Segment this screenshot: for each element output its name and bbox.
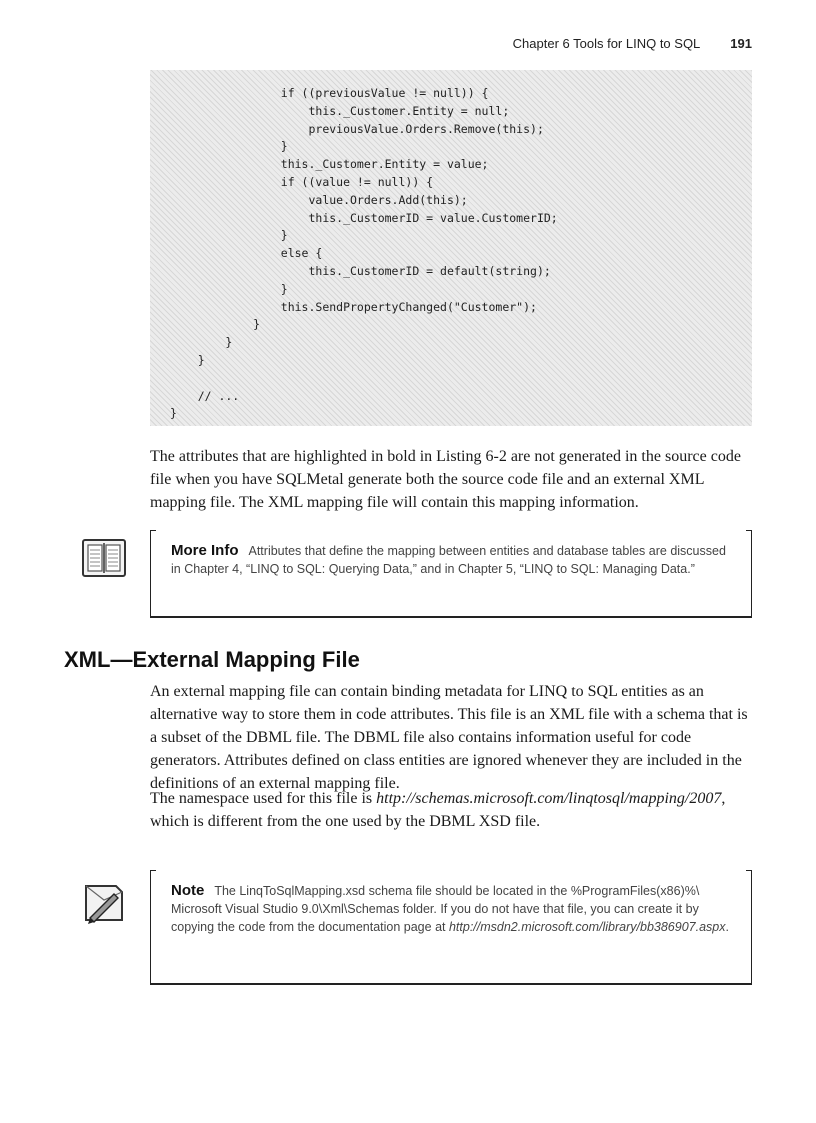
note-heading: Note: [171, 882, 205, 899]
running-head: [513, 36, 752, 51]
book-icon: [80, 535, 128, 581]
code-line: }: [170, 281, 288, 296]
paragraph-external-mapping: An external mapping file can contain binding metadata for LINQ to SQL entities as an alternative way to store them in code attributes. This file is an XML file with a schema that is a subset of the DBML file. The DBML file also contains information useful for code generators. Attributes defined on class entities are ignored whenever they are included in the definitions of an external mapping file.: [150, 683, 748, 792]
section-heading: XML—External Mapping File: [64, 647, 360, 672]
code-lines: [170, 85, 558, 423]
code-line: else {: [170, 246, 323, 261]
code-line: }: [170, 352, 205, 367]
namespace-text-before: The namespace used for this file is: [150, 790, 377, 807]
code-line: }: [170, 228, 288, 243]
paragraph-namespace: [150, 787, 752, 833]
code-line: if ((value != null)) {: [170, 174, 434, 189]
chapter-title: Chapter 6 Tools for LINQ to SQL: [512, 36, 701, 51]
code-line: value.Orders.Add(this);: [170, 192, 468, 207]
note-text-after: .: [725, 920, 729, 934]
code-line: previousValue.Orders.Remove(this);: [170, 121, 544, 136]
more-info-heading: More Info: [171, 542, 239, 559]
note-text: The LinqToSqlMapping.xsd schema file should be located in the %ProgramFiles(x86)%\ Microsoft Visual Studio 9.0\Xml\Schemas folder. If you do not have that file, you can create it by copying the code from the documentation page at: [171, 884, 700, 934]
more-info-box: [150, 530, 752, 618]
code-listing: [150, 70, 752, 426]
code-line: [170, 370, 558, 388]
code-line: this._Customer.Entity = value;: [170, 157, 489, 172]
code-line: // ...: [170, 388, 240, 403]
namespace-url: http://schemas.microsoft.com/linqtosql/mapping/2007: [376, 790, 722, 807]
code-line: this._Customer.Entity = null;: [170, 103, 510, 118]
page-number: 191: [730, 36, 752, 51]
code-line: this.SendPropertyChanged("Customer");: [170, 299, 537, 314]
code-line: }: [170, 335, 233, 350]
code-line: this._CustomerID = value.CustomerID;: [170, 210, 558, 225]
code-line: }: [170, 317, 261, 332]
code-line: }: [170, 406, 177, 421]
note-box: [150, 870, 752, 985]
note-url: http://msdn2.microsoft.com/library/bb386907.aspx: [448, 920, 726, 934]
code-line: }: [170, 139, 288, 154]
code-line: this._CustomerID = default(string);: [170, 263, 551, 278]
namespace-text-after: , which is different from the one used by the DBML XSD file.: [150, 790, 726, 830]
code-line: if ((previousValue != null)) {: [170, 86, 489, 100]
paragraph-attributes: The attributes that are highlighted in bold in Listing 6-2 are not generated in the source code file when you have SQLMetal generate both the source code file and an external XML mapping file. The XML mapping file will contain this mapping information.: [150, 448, 741, 511]
note-pen-icon: [80, 878, 128, 926]
more-info-text: Attributes that define the mapping between entities and database tables are discussed in Chapter 4, “LINQ to SQL: Querying Data,” and in Chapter 5, “LINQ to SQL: Managing Data.”: [171, 544, 726, 576]
